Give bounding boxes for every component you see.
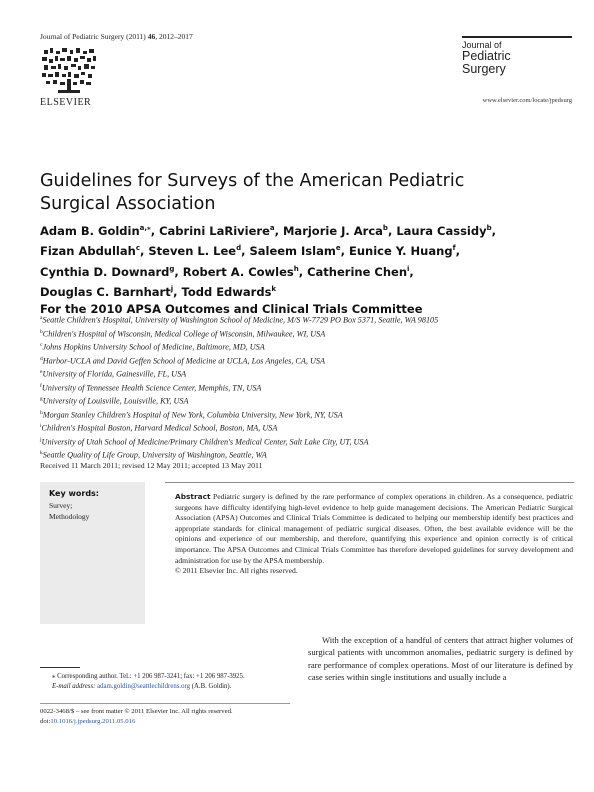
author-affiliation-mark: e bbox=[335, 244, 341, 253]
author-name: Saleem Islam bbox=[249, 244, 336, 259]
footer-rule bbox=[40, 703, 290, 704]
abstract-label: Abstract bbox=[175, 492, 211, 501]
journal-logo-line2: Pediatric bbox=[462, 49, 511, 63]
doi-label: doi: bbox=[40, 718, 51, 725]
affiliation-mark: d bbox=[40, 355, 43, 362]
copyright: © 2011 Elsevier Inc. All rights reserved. bbox=[175, 566, 298, 576]
author-name: Robert A. Cowles bbox=[182, 264, 294, 279]
author-affiliation-mark: a bbox=[269, 224, 275, 232]
author-affiliation-mark: a,⁎ bbox=[139, 224, 151, 232]
affiliation-mark: b bbox=[40, 328, 43, 335]
author-name: Catherine Chen bbox=[307, 264, 408, 279]
journal-logo bbox=[462, 36, 572, 76]
affiliation-mark: j bbox=[40, 436, 42, 443]
article-title-line1: Guidelines for Surveys of the American Pediatric bbox=[40, 171, 465, 191]
affiliation-item bbox=[40, 421, 570, 435]
affiliation-text: Harbor-UCLA and David Geffen School of Medicine at UCLA, Los Angeles, CA, USA bbox=[42, 356, 325, 366]
author-name: Adam B. Goldin bbox=[40, 223, 140, 238]
affiliation-item bbox=[40, 448, 570, 462]
footnote-contact: ⁎ Corresponding author. Tel.: +1 206 987-3241; fax: +1 206 987-3925. bbox=[52, 673, 245, 680]
keyword-item: Survey; bbox=[49, 501, 73, 510]
journal-logo-bar bbox=[462, 36, 572, 38]
affiliation-text: Seattle Children's Hospital, University of Washington School of Medicine, M/S W-7729 PO Box 5371, Seattle, WA 98105 bbox=[42, 315, 439, 325]
body-text: With the exception of a handful of centers that attract higher volumes of surgical patients with uncommon anomalies, pediatric surgery is defined by rare performance of complex operations. Most of our literature is defined by case series within single institutions and usually include a bbox=[308, 635, 573, 683]
abstract-text: Pediatric surgery is defined by the rare performance of complex operations in children. As a consequence, pediatric surgeons have difficulty identifying high-level evidence to help guide management decisions. The American Pediatric Surgical Association (APSA) Outcomes and Clinical Trials Committee is dedicated to helping our membership identify best practices and appropriate standards for clinical management of pediatric surgical diseases. Often, the best available evidence will be the opinions and experience of our membership, and therefore, quantifying this experience and opinion correctly is of critical importance. The APSA Outcomes and Clinical Trials Committee has therefore developed guidelines for survey development and administration for use by the APSA membership. bbox=[175, 492, 573, 565]
affiliation-text: University of Tennessee Health Science Center, Memphis, TN, USA bbox=[41, 383, 262, 393]
author-line: Douglas C. Barnhart$^j$, Todd Edwards$^k$ bbox=[40, 284, 277, 299]
author-name: Eunice Y. Huang bbox=[348, 244, 453, 259]
author-name: Fizan Abdullah bbox=[40, 244, 136, 259]
footnote-rule bbox=[40, 667, 80, 668]
journal-reference: Journal of Pediatric Surgery (2011) 46, 2012–2017 bbox=[40, 32, 193, 41]
affiliation-item bbox=[40, 394, 570, 408]
affiliation-mark: i bbox=[40, 423, 42, 430]
affiliation-mark: h bbox=[40, 409, 43, 416]
author-name: Marjorie J. Arca bbox=[282, 223, 383, 238]
affiliation-text: Children's Hospital Boston, Harvard Medical School, Boston, MA, USA bbox=[41, 423, 278, 433]
committee-line: For the 2010 APSA Outcomes and Clinical Trials Committee bbox=[40, 302, 423, 317]
keyword-item: Methodology bbox=[49, 512, 90, 521]
author-affiliation-mark: b bbox=[382, 224, 388, 232]
author-name: Steven L. Lee bbox=[148, 244, 237, 259]
affiliation-item bbox=[40, 313, 570, 327]
affiliation-item bbox=[40, 408, 570, 422]
page-footer bbox=[40, 707, 233, 727]
author-name: Laura Cassidy bbox=[396, 223, 487, 238]
doi-link[interactable]: 10.1016/j.jpedsurg.2011.05.016 bbox=[50, 718, 136, 725]
front-matter: 0022-3468/$ – see front matter © 2011 Elsevier Inc. All rights reserved. bbox=[40, 708, 233, 715]
affiliation-text: University of Florida, Gainesville, FL, USA bbox=[42, 369, 187, 379]
author-affiliation-mark: c bbox=[135, 244, 140, 253]
received-dates: Received 11 March 2011; revised 12 May 2011; accepted 13 May 2011 bbox=[40, 461, 263, 470]
author-affiliation-mark: f bbox=[452, 244, 456, 253]
affiliation-item bbox=[40, 327, 570, 341]
affiliation-mark: f bbox=[40, 382, 42, 389]
affiliation-text: Morgan Stanley Children's Hospital of New York, Columbia University, New York, NY, USA bbox=[42, 410, 343, 420]
author-name: Douglas C. Barnhart bbox=[40, 284, 171, 299]
author-affiliation-mark: j bbox=[170, 284, 174, 293]
author-affiliation-mark: b bbox=[486, 224, 492, 232]
publisher-name: ELSEVIER bbox=[40, 97, 92, 108]
affiliation-item bbox=[40, 381, 570, 395]
affiliation-mark: c bbox=[40, 342, 43, 349]
affiliations bbox=[40, 313, 570, 462]
email-after: (A.B. Goldin). bbox=[190, 683, 232, 690]
affiliation-text: University of Louisville, Louisville, KY, USA bbox=[42, 396, 189, 406]
article-title-line2: Surgical Association bbox=[40, 194, 216, 214]
journal-url-link[interactable]: www.elsevier.com/locate/jpedsurg bbox=[482, 97, 572, 104]
affiliation-text: Seattle Quality of Life Group, University of Washington, Seattle, WA bbox=[42, 451, 267, 461]
email-link[interactable]: adam.goldin@seattlechildrens.org bbox=[97, 683, 191, 690]
body-paragraph bbox=[308, 634, 573, 684]
author-line: Fizan Abdullah$^c$, Steven L. Lee$^d$, Saleem Islam$^e$, Eunice Y. Huang$^f$, bbox=[40, 244, 460, 259]
author-name: Todd Edwards bbox=[181, 284, 272, 299]
author-affiliation-mark: h bbox=[293, 264, 299, 273]
affiliation-mark: e bbox=[40, 369, 43, 376]
affiliation-text: University of Utah School of Medicine/Primary Children's Medical Center, Salt Lake City, UT, USA bbox=[41, 437, 369, 447]
author-affiliation-mark: i bbox=[407, 264, 410, 273]
affiliation-item bbox=[40, 340, 570, 354]
journal-logo-line3: Surgery bbox=[462, 62, 506, 76]
affiliation-text: Johns Hopkins University School of Medicine, Baltimore, MD, USA bbox=[42, 342, 265, 352]
journal-logo-line1: Journal of bbox=[462, 40, 502, 50]
author-name: Cynthia D. Downard bbox=[40, 264, 170, 279]
article-title bbox=[40, 170, 540, 216]
abstract bbox=[175, 492, 573, 577]
author-line: Adam B. Goldin$^{a,⁎}$, Cabrini LaRiviere$^a$, Marjorie J. Arca$^b$, Laura Cassidy$^b$, bbox=[40, 223, 496, 238]
author-line: Cynthia D. Downard$^g$, Robert A. Cowles$^h$, Catherine Chen$^i$, bbox=[40, 264, 414, 279]
author-list bbox=[40, 220, 560, 319]
author-affiliation-mark: k bbox=[271, 284, 277, 293]
affiliation-item bbox=[40, 354, 570, 368]
author-name: Cabrini LaRiviere bbox=[159, 223, 270, 238]
affiliation-mark: g bbox=[40, 396, 43, 403]
author-affiliation-mark: d bbox=[236, 244, 242, 253]
affiliation-mark: a bbox=[40, 315, 43, 321]
author-affiliation-mark: g bbox=[169, 264, 175, 273]
corresponding-author-note bbox=[52, 672, 292, 692]
affiliation-item bbox=[40, 435, 570, 449]
affiliation-mark: k bbox=[40, 450, 43, 457]
email-label: E-mail address: bbox=[52, 683, 98, 690]
affiliation-item bbox=[40, 367, 570, 381]
keywords-title: Key words: bbox=[49, 489, 100, 498]
affiliation-text: Children's Hospital of Wisconsin, Medical College of Wisconsin, Milwaukee, WI, USA bbox=[42, 329, 326, 339]
